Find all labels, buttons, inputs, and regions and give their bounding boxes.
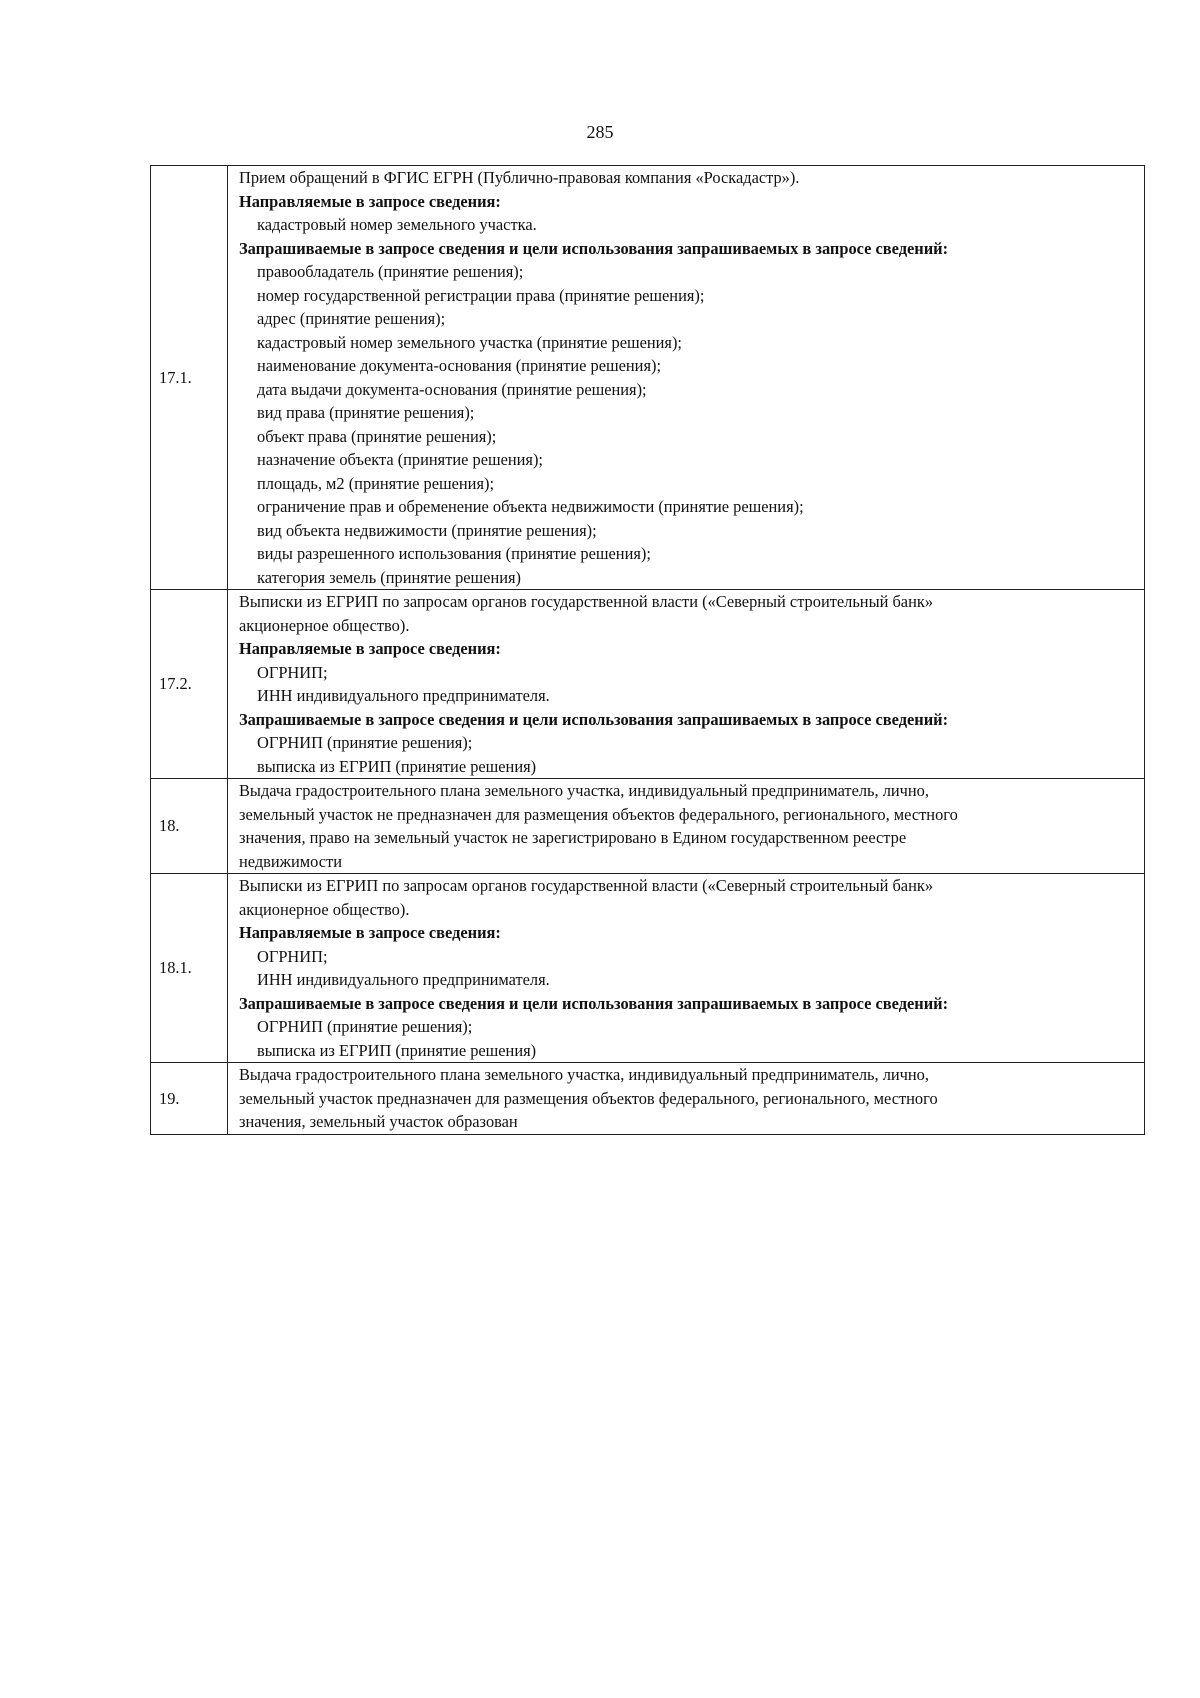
- content-line: Выдача градостроительного плана земельного участка, индивидуальный предприниматель, лично,: [239, 1065, 929, 1084]
- content-line: ИНН индивидуального предпринимателя.: [257, 970, 550, 989]
- content-line: выписка из ЕГРИП (принятие решения): [257, 1040, 537, 1060]
- content-line: земельный участок предназначен для размещения объектов федерального, регионального, местного: [239, 1088, 938, 1108]
- table-body: [151, 166, 1145, 1135]
- content-line: вид объекта недвижимости (принятие решения);: [257, 520, 597, 540]
- section-heading: Запрашиваемые в запросе сведения и цели использования запрашиваемых в запросе сведений:: [239, 238, 949, 258]
- table-row: [151, 874, 1145, 1063]
- content-line: правообладатель (принятие решения);: [257, 262, 524, 281]
- content-line: ОГРНИП;: [257, 662, 328, 682]
- content-line: выписка из ЕГРИП (принятие решения): [257, 756, 537, 776]
- content-line: вид права (принятие решения);: [257, 403, 475, 422]
- row-content: [228, 166, 1145, 590]
- content-line: акционерное общество).: [239, 899, 410, 919]
- content-line: кадастровый номер земельного участка (принятие решения);: [257, 332, 682, 352]
- section-heading: Запрашиваемые в запросе сведения и цели использования запрашиваемых в запросе сведений:: [239, 709, 949, 729]
- content-line: значения, право на земельный участок не зарегистрировано в Едином государственном реестре: [239, 828, 907, 847]
- content-line: ОГРНИП;: [257, 946, 328, 966]
- row-content: [228, 1063, 1145, 1135]
- table-row: [151, 166, 1145, 590]
- row-number: 17.2.: [151, 590, 228, 779]
- section-heading: Запрашиваемые в запросе сведения и цели использования запрашиваемых в запросе сведений:: [239, 993, 949, 1013]
- content-line: Выдача градостроительного плана земельного участка, индивидуальный предприниматель, лично,: [239, 781, 929, 800]
- row-content: [228, 874, 1145, 1063]
- content-line: назначение объекта (принятие решения);: [257, 450, 543, 469]
- content-line: ограничение прав и обременение объекта недвижимости (принятие решения);: [257, 497, 804, 516]
- content-line: недвижимости: [239, 851, 342, 871]
- content-line: Прием обращений в ФГИС ЕГРН (Публично-правовая компания «Роскадастр»).: [239, 168, 800, 187]
- content-line: ИНН индивидуального предпринимателя.: [257, 686, 550, 705]
- content-line: наименование документа-основания (принятие решения);: [257, 356, 662, 375]
- content-line: дата выдачи документа-основания (принятие решения);: [257, 379, 647, 399]
- content-line: Выписки из ЕГРИП по запросам органов государственной власти («Северный строительный банк»: [239, 592, 934, 611]
- row-content: [228, 590, 1145, 779]
- content-line: объект права (принятие решения);: [257, 426, 497, 446]
- row-number: 17.1.: [151, 166, 228, 590]
- row-number: 19.: [151, 1063, 228, 1135]
- row-number: 18.: [151, 779, 228, 874]
- content-line: площадь, м2 (принятие решения);: [257, 473, 494, 493]
- section-heading: Направляемые в запросе сведения:: [239, 923, 501, 942]
- content-line: категория земель (принятие решения): [257, 567, 521, 587]
- services-table: [150, 165, 1145, 1135]
- content-line: ОГРНИП (принятие решения);: [257, 733, 473, 752]
- content-line: Выписки из ЕГРИП по запросам органов государственной власти («Северный строительный банк»: [239, 876, 934, 895]
- section-heading: Направляемые в запросе сведения:: [239, 639, 501, 658]
- content-line: кадастровый номер земельного участка.: [257, 215, 537, 234]
- table-row: [151, 590, 1145, 779]
- content-line: адрес (принятие решения);: [257, 309, 446, 328]
- table-row: [151, 779, 1145, 874]
- content-line: акционерное общество).: [239, 615, 410, 635]
- page-number: 285: [586, 122, 614, 142]
- content-line: земельный участок не предназначен для размещения объектов федерального, регионального, местного: [239, 804, 958, 824]
- content-line: виды разрешенного использования (принятие решения);: [257, 544, 651, 563]
- row-content: [228, 779, 1145, 874]
- content-line: значения, земельный участок образован: [239, 1112, 518, 1131]
- content-line: номер государственной регистрации права (принятие решения);: [257, 285, 705, 305]
- section-heading: Направляемые в запросе сведения:: [239, 191, 501, 211]
- row-number: 18.1.: [151, 874, 228, 1063]
- table-row: [151, 1063, 1145, 1135]
- content-line: ОГРНИП (принятие решения);: [257, 1017, 473, 1036]
